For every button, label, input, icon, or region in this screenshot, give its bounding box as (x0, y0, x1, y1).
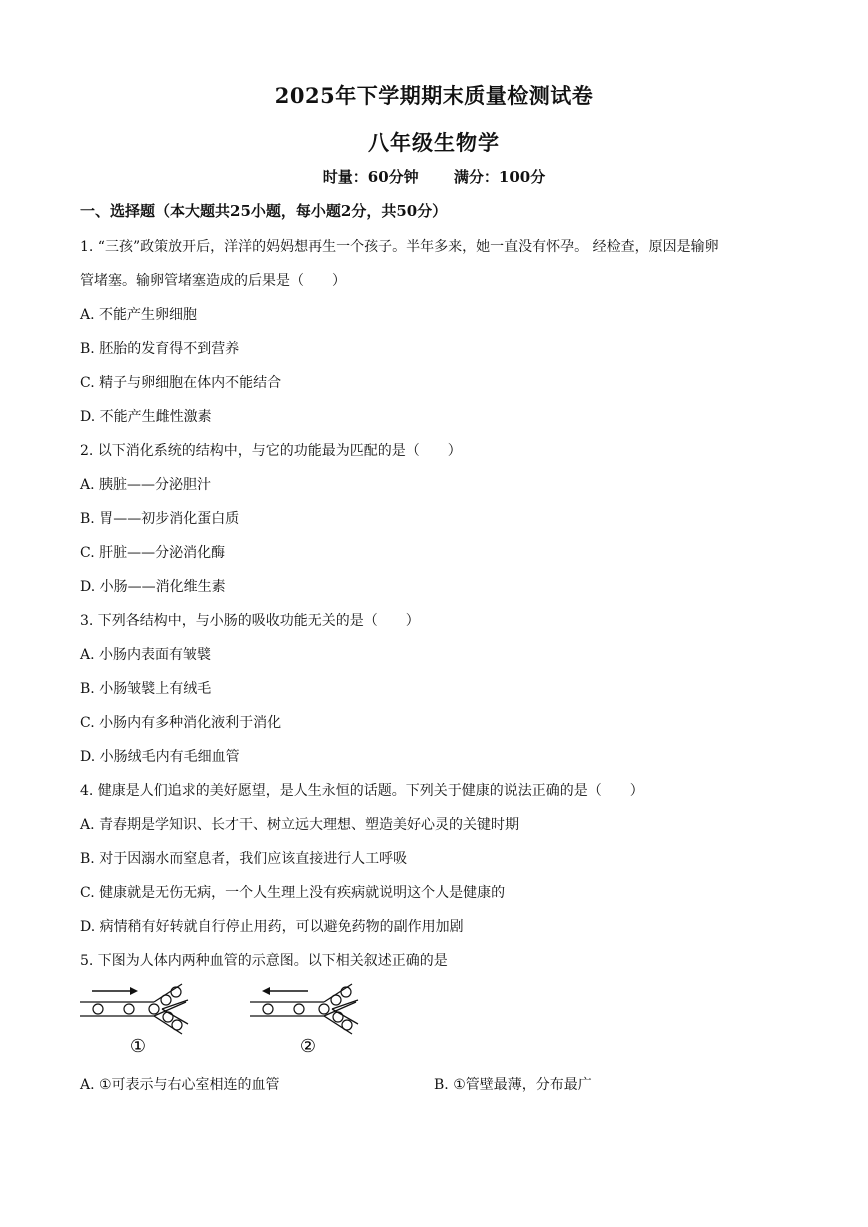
q5-option-b: B. ①管壁最薄，分布最广 (434, 1077, 592, 1093)
q2-option-b: B. 胃——初步消化蛋白质 (80, 511, 240, 527)
q4-option-c: C. 健康就是无伤无病，一个人生理上没有疾病就说明这个人是健康的 (80, 885, 506, 901)
exam-time: 时量：60分钟 (322, 168, 419, 186)
q4-option-d: D. 病情稍有好转就自行停止用药，可以避免药物的副作用加剧 (80, 919, 464, 935)
q2-option-a: A. 胰脏——分泌胆汁 (80, 477, 212, 493)
q2-option-d: D. 小肠——消化维生素 (80, 579, 226, 595)
q4-stem: 4. 健康是人们追求的美好愿望，是人生永恒的话题。下列关于健康的说法正确的是（ ） (80, 783, 644, 799)
q3-stem: 3. 下列各结构中，与小肠的吸收功能无关的是（ ） (80, 613, 420, 629)
q5-stem: 5. 下图为人体内两种血管的示意图。以下相关叙述正确的是 (80, 953, 448, 969)
exam-title: 2025年下学期期末质量检测试卷 (274, 83, 594, 108)
q4-option-a: A. 青春期是学知识、长才干、树立远大理想、塑造美好心灵的关键时期 (80, 817, 520, 833)
q1-option-b: B. 胚胎的发育得不到营养 (80, 341, 240, 357)
section-title: 一、选择题（本大题共25小题，每小题2分，共50分） (80, 202, 448, 220)
q1-option-c: C. 精子与卵细胞在体内不能结合 (80, 375, 282, 391)
exam-score: 满分：100分 (453, 168, 546, 186)
q5-option-a: A. ①可表示与右心室相连的血管 (80, 1077, 280, 1093)
q2-option-c: C. 肝脏——分泌消化酶 (80, 545, 226, 561)
q3-option-c: C. 小肠内有多种消化液利于消化 (80, 715, 282, 731)
blood-vessel-figure (76, 978, 376, 1060)
figure-label-1: ① (129, 1036, 147, 1057)
exam-meta (0, 166, 868, 187)
vessel-2-diagram (250, 984, 358, 1034)
q3-option-d: D. 小肠绒毛内有毛细血管 (80, 749, 240, 765)
exam-subject: 八年级生物学 (368, 130, 500, 155)
figure-label-2: ② (299, 1036, 317, 1057)
q1-stem-line1: 1. “三孩”政策放开后，洋洋的妈妈想再生一个孩子。半年多来，她一直没有怀孕。 经检查，原因是输卵 (80, 239, 719, 255)
q1-option-d: D. 不能产生雌性激素 (80, 409, 212, 425)
q1-stem-line2: 管堵塞。输卵管堵塞造成的后果是（ ） (80, 273, 346, 289)
q4-option-b: B. 对于因溺水而窒息者，我们应该直接进行人工呼吸 (80, 851, 408, 867)
vessel-1-diagram (80, 984, 188, 1034)
q2-stem: 2. 以下消化系统的结构中，与它的功能最为匹配的是（ ） (80, 443, 462, 459)
q3-option-a: A. 小肠内表面有皱襞 (80, 647, 212, 663)
q3-option-b: B. 小肠皱襞上有绒毛 (80, 681, 212, 697)
q1-option-a: A. 不能产生卵细胞 (80, 307, 198, 323)
